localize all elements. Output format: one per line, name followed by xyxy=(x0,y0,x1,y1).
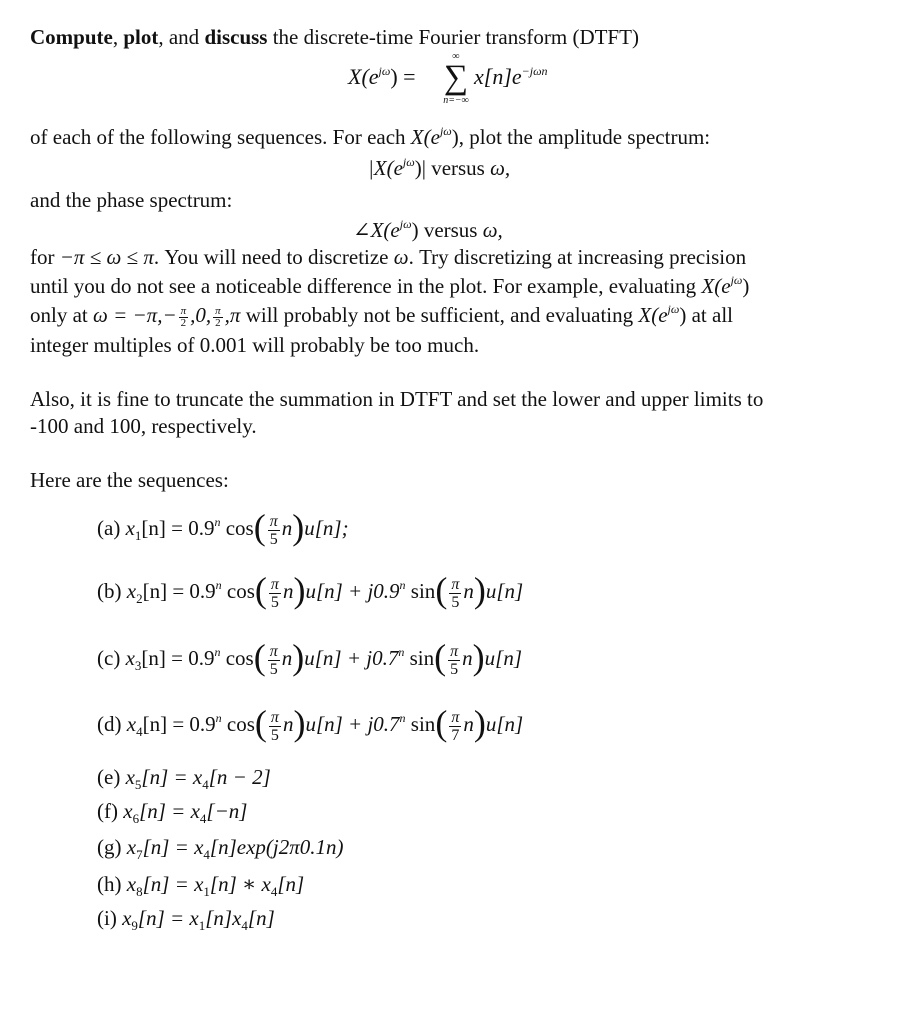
paren-open: ( xyxy=(254,570,267,611)
amp-sup: jω xyxy=(402,155,415,169)
seq-sup2: n xyxy=(399,711,406,725)
seq-mid: u[n] + j0.9 xyxy=(305,579,400,603)
dtft-sum xyxy=(441,52,471,108)
seq-sub: 7 xyxy=(136,847,143,862)
paren-close: ) xyxy=(293,703,306,744)
para-l3-b: will probably not be sufficient, and evaluating xyxy=(240,303,639,327)
phase-expr-a: ∠X(e xyxy=(353,218,400,242)
dtft-exponent: −jωn xyxy=(521,64,548,78)
fraction-pi-over-2: $\frac{\pi}{2}$ xyxy=(215,304,221,329)
seq-label: (i) xyxy=(97,906,117,930)
seq-sup: n xyxy=(214,645,221,659)
sigma-symbol: ∑ xyxy=(443,59,469,96)
seq-mid: u[n] + j0.7 xyxy=(304,646,399,670)
para-line-4: integer multiples of 0.001 will probably be too much. xyxy=(30,333,480,357)
sequence-g xyxy=(97,834,344,863)
seq-sin: sin xyxy=(405,712,436,736)
seq-tail: u[n]; xyxy=(304,516,349,540)
fraction-pi-over-5: $\frac{\pi}{5}$ xyxy=(269,642,278,678)
seq-lhs: x xyxy=(125,646,135,670)
fraction-pi-over-5: $\frac{\pi}{5}$ xyxy=(270,575,279,611)
seq-lhs: x xyxy=(126,835,137,859)
sum-upper-limit: ∞ xyxy=(452,51,460,62)
paren-close: ) xyxy=(293,570,306,611)
seq-label: (a) xyxy=(97,516,121,540)
para-l3-a: only at xyxy=(30,303,93,327)
seq-eq: [n] = 0.9 xyxy=(141,516,215,540)
seq-sup: n xyxy=(215,711,222,725)
seq-label: (g) xyxy=(97,835,122,859)
para-l1-math: −π ≤ ω ≤ π xyxy=(59,245,154,269)
seq-eq: [n] = 0.9 xyxy=(141,646,215,670)
seq-rhs-c: [n] xyxy=(277,872,305,896)
seq-label: (d) xyxy=(97,712,122,736)
seq-sub: 1 xyxy=(134,528,142,543)
sum-lower-limit: n=−∞ xyxy=(443,95,469,106)
seq-sub: 4 xyxy=(136,724,143,739)
line2-text-after: ), plot the amplitude spectrum: xyxy=(451,125,711,149)
seq-rhs-c: [n] xyxy=(247,906,275,930)
seq-mid: u[n] + j0.7 xyxy=(305,712,400,736)
paren-close-2: ) xyxy=(473,570,486,611)
phase-equation xyxy=(353,217,503,247)
seq-rhs-b: [n]exp(j2π0.1n) xyxy=(209,835,344,859)
sequence-c xyxy=(97,638,522,681)
paren-close-2: ) xyxy=(472,637,485,678)
seq-n: n xyxy=(281,646,293,670)
fraction-pi-over-5-b: $\frac{\pi}{5}$ xyxy=(450,642,459,678)
seq-rhs-b: [n] ∗ x xyxy=(209,872,271,896)
seq-tail: u[n] xyxy=(485,712,524,736)
seq-sup2: n xyxy=(398,645,405,659)
sequence-b xyxy=(97,571,523,614)
seq-label: (f) xyxy=(97,799,118,823)
para-l1-a: for xyxy=(30,245,60,269)
dtft-body xyxy=(474,64,548,90)
seq-lhs: x xyxy=(126,872,137,896)
seq-rhs-a: [n] = x xyxy=(142,835,204,859)
dtft-lhs: X(e xyxy=(348,64,379,89)
para-l1-c: . Try discretizing at increasing precision xyxy=(408,245,747,269)
seq-tail: u[n] xyxy=(484,646,522,670)
seq-lhs: x xyxy=(126,579,137,603)
line-amplitude-intro xyxy=(30,124,710,154)
paren-open-2: ( xyxy=(435,703,448,744)
para-l2-x: X(e xyxy=(701,274,731,298)
seq-sup: n xyxy=(214,515,221,529)
para-line-2 xyxy=(30,273,749,303)
paren-open: ( xyxy=(254,703,267,744)
para2-line-2: -100 and 100, respectively. xyxy=(30,414,257,438)
seq-sub3: 4 xyxy=(241,918,248,933)
paren-open: ( xyxy=(253,637,266,678)
paren-close: ) xyxy=(292,637,305,678)
seq-sub3: 4 xyxy=(270,884,278,899)
seq-n: n xyxy=(282,579,294,603)
seq-rhs-b: [n]x xyxy=(205,906,242,930)
seq-lhs: x xyxy=(126,712,137,736)
paren-open-2: ( xyxy=(435,570,448,611)
seq-sub: 8 xyxy=(136,884,143,899)
seq-sub2: 4 xyxy=(203,847,210,862)
fraction-pi-over-5: $\frac{\pi}{5}$ xyxy=(269,512,278,548)
line2-xe: X(e xyxy=(410,125,440,149)
para-l1-b: . You will need to discretize xyxy=(153,245,394,269)
fraction-pi-over-2-neg: $\frac{\pi}{2}$ xyxy=(180,304,187,329)
seq-lhs: x xyxy=(123,799,133,823)
para-l2-close: ) xyxy=(742,274,750,298)
paren-open: ( xyxy=(253,507,266,548)
para-line-3 xyxy=(30,302,733,332)
seq-sub: 3 xyxy=(134,658,142,673)
para-l3-x: X(e xyxy=(638,303,668,327)
seq-n2: n xyxy=(463,579,474,603)
sequences-heading: Here are the sequences: xyxy=(30,468,229,492)
phase-omega: ω, xyxy=(482,218,503,242)
seq-sup: n xyxy=(215,578,222,592)
phase-versus: versus xyxy=(418,218,483,242)
seq-label: (b) xyxy=(97,579,122,603)
para-l3-c: at all xyxy=(686,303,733,327)
fraction-pi-over-5-b: $\frac{\pi}{5}$ xyxy=(451,575,460,611)
seq-sub: 6 xyxy=(132,811,140,826)
amp-expr-a: |X(e xyxy=(368,156,403,180)
para-l3-math: ω = −π,− xyxy=(93,303,177,327)
intro-plot: plot xyxy=(123,25,159,49)
seq-sub: 9 xyxy=(131,918,138,933)
para-l3-sup: jω xyxy=(667,302,680,316)
sequence-e xyxy=(97,764,271,793)
amp-versus: versus xyxy=(425,156,491,180)
paren-close: ) xyxy=(292,507,305,548)
seq-n2: n xyxy=(462,646,473,670)
line2-text-before: of each of the following sequences. For each xyxy=(30,125,411,149)
para-l3-close: ) xyxy=(679,303,687,327)
seq-eq: [n] = 0.9 xyxy=(142,712,216,736)
seq-lhs: x xyxy=(122,906,132,930)
para-l3-mid: ,0, xyxy=(190,303,212,327)
dtft-lhs-close: ) = xyxy=(390,64,416,89)
line2-sup: jω xyxy=(439,124,452,138)
sequence-a xyxy=(97,508,349,551)
seq-sin: sin xyxy=(405,579,436,603)
seq-cos: cos xyxy=(221,579,255,603)
seq-lhs: x xyxy=(125,765,135,789)
paren-open-2: ( xyxy=(434,637,447,678)
dtft-equation xyxy=(348,64,416,90)
para-l1-omega: ω xyxy=(393,245,409,269)
seq-rhs-a: [n] = x xyxy=(137,906,199,930)
seq-rhs-a: [n] = x xyxy=(142,872,204,896)
fraction-pi-over-5: $\frac{\pi}{5}$ xyxy=(270,708,279,744)
dtft-summand: x[n]e xyxy=(474,64,522,89)
seq-sub2: 1 xyxy=(198,918,206,933)
seq-cos: cos xyxy=(221,712,255,736)
seq-n: n xyxy=(281,516,293,540)
seq-sin: sin xyxy=(404,646,435,670)
amp-expr-b: )| xyxy=(414,156,426,180)
phase-expr-b: ) xyxy=(411,218,419,242)
para-line-1 xyxy=(30,244,746,271)
para-l2-a: until you do not see a noticeable difference in the plot. For example, evaluating xyxy=(30,274,702,298)
intro-line xyxy=(30,24,639,51)
paren-close-2: ) xyxy=(473,703,486,744)
phase-sup: jω xyxy=(399,217,412,231)
seq-sub2: 4 xyxy=(202,777,209,792)
intro-sep1: , xyxy=(112,25,124,49)
seq-label: (e) xyxy=(97,765,121,789)
seq-label: (h) xyxy=(97,872,122,896)
seq-rhs-b: [n − 2] xyxy=(208,765,271,789)
sequence-h xyxy=(97,871,304,900)
intro-rest: the discrete-time Fourier transform (DTFT) xyxy=(267,25,639,49)
seq-eq: [n] = 0.9 xyxy=(142,579,216,603)
seq-n2: n xyxy=(463,712,474,736)
fraction-pi-over-7: $\frac{\pi}{7}$ xyxy=(451,708,460,744)
para-l2-sup: jω xyxy=(730,273,743,287)
sequence-d xyxy=(97,704,523,747)
seq-rhs-a: [n] = x xyxy=(141,765,203,789)
seq-rhs-a: [n] = x xyxy=(139,799,200,823)
seq-cos: cos xyxy=(220,516,254,540)
amp-omega: ω, xyxy=(490,156,511,180)
seq-label: (c) xyxy=(97,646,121,670)
sequence-f xyxy=(97,798,247,827)
sequence-i xyxy=(97,905,275,934)
seq-sub2: 4 xyxy=(199,811,207,826)
seq-sub: 2 xyxy=(136,591,143,606)
intro-discuss: discuss xyxy=(204,25,268,49)
seq-sub2: 1 xyxy=(203,884,210,899)
seq-lhs: x xyxy=(125,516,135,540)
para2-line-1: Also, it is fine to truncate the summation in DTFT and set the lower and upper limits to xyxy=(30,387,764,411)
seq-n: n xyxy=(282,712,294,736)
dtft-lhs-sup: jω xyxy=(378,64,391,78)
seq-cos: cos xyxy=(220,646,254,670)
amplitude-equation xyxy=(368,155,510,185)
seq-sup2: n xyxy=(399,578,406,592)
seq-tail: u[n] xyxy=(485,579,524,603)
seq-sub: 5 xyxy=(134,777,142,792)
seq-rhs-b: [−n] xyxy=(206,799,248,823)
intro-compute: Compute xyxy=(30,25,113,49)
intro-sep2: , and xyxy=(158,25,205,49)
para-l3-end: ,π xyxy=(224,303,241,327)
phase-intro: and the phase spectrum: xyxy=(30,188,233,212)
